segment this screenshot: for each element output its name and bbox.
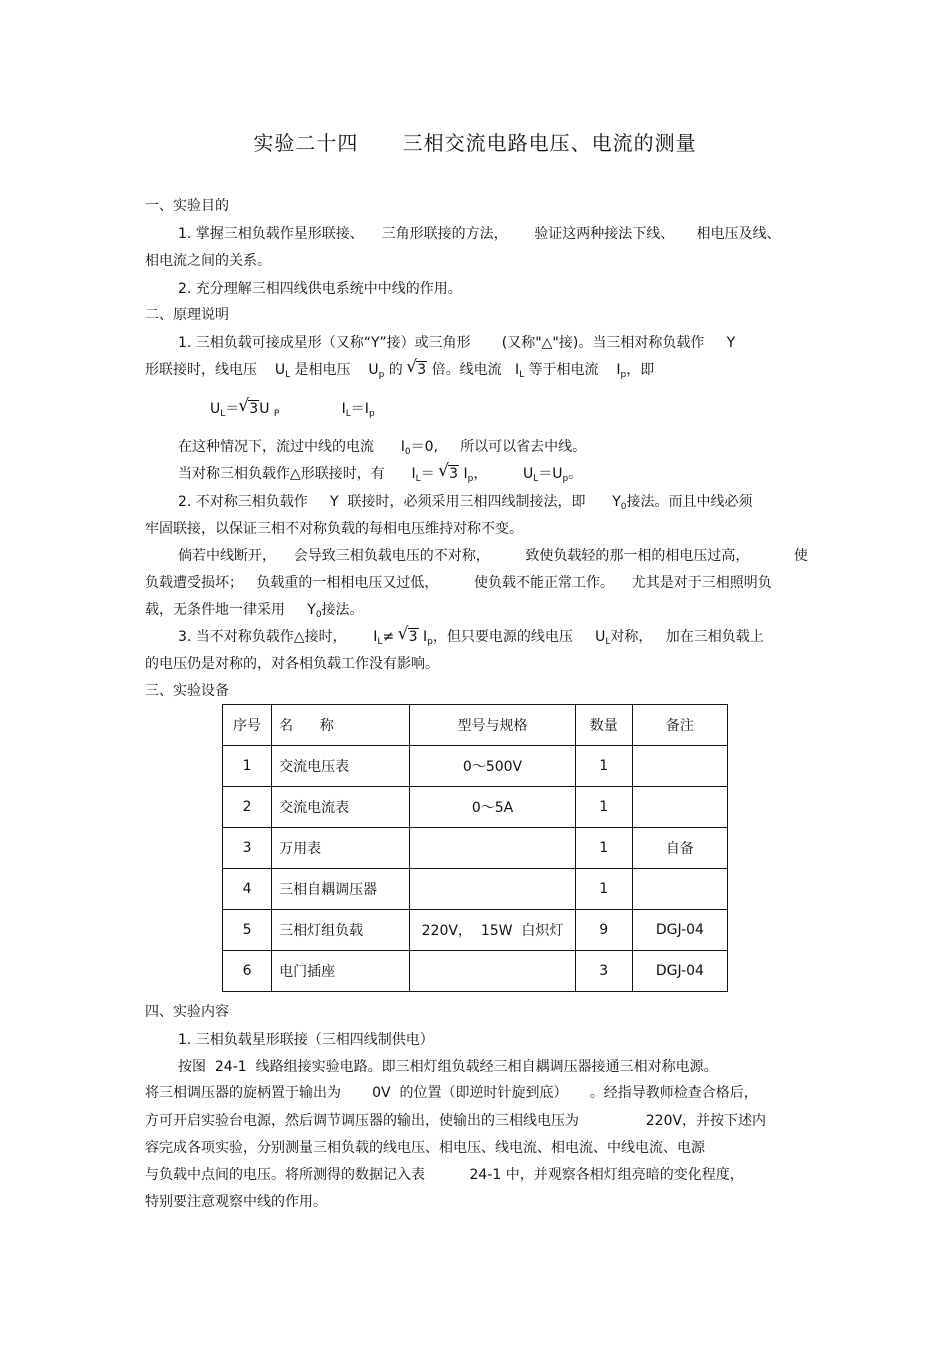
table-header-cell: 序号 [223,705,272,746]
table-cell: 万用表 [272,828,410,869]
table-cell: 3 [575,951,632,992]
sqrt-symbol: √ 3 [239,399,259,419]
table-header-cell: 型号与规格 [410,705,575,746]
content-line: 将三相调压器的旋柄置于输出为 0V 的位置（即逆时针旋到底） 。经指导教师检查合格后， [145,1085,758,1101]
purpose-item-1-line-1: 1. 掌握三相负载作星形联接、 三角形联接的方法， 验证这两种接法下线、 相电压及线、 [178,226,781,242]
principle-para-3-line-1: 倘若中线断开， 会导致三相负载电压的不对称， 致使负载轻的那一相的相电压过高， 使 [178,548,808,564]
sqrt-symbol: √ 3 [439,464,459,484]
content-line: 容完成各项实验，分别测量三相负载的线电压、相电压、线电流、相电流、中线电流、电源 [145,1140,705,1156]
table-cell [410,869,575,910]
table-cell: 5 [223,910,272,951]
sqrt-symbol: √ 3 [399,627,419,647]
table-cell: 1 [575,787,632,828]
table-row [223,869,728,910]
delta-relation-line: 当对称三相负载作△形联接时，有 $I_L=$ √ 3 $I_p$， $U_L=U_p$。 [178,464,582,484]
table-header-cell: 备注 [632,705,727,746]
content-line: 特别要注意观察中线的作用。 [145,1194,327,1210]
purpose-item-2: 2. 充分理解三相四线供电系统中中线的作用。 [178,281,462,297]
table-cell: 2 [223,787,272,828]
table-row [223,828,728,869]
table-row [223,787,728,828]
table-cell: 自备 [632,828,727,869]
section-heading-purpose: 一、实验目的 [145,198,229,214]
content-line: 按图 24-1 线路组接实验电路。即三相灯组负载经三相自耦调压器接通三相对称电源。 [178,1059,718,1075]
table-header-cell: 名 称 [272,705,410,746]
principle-item-2-line-2: 牢固联接，以保证三相不对称负载的每相电压维持对称不变。 [145,521,523,537]
table-cell: 1 [575,869,632,910]
section-heading-content: 四、实验内容 [145,1004,229,1020]
principle-item-3-line-1: 3. 当不对称负载作△接时， $I_L\ne$ √ 3 $I_p$，但只要电源的线电压 $U_L$对称， 加在三相负载上 [178,627,764,647]
formula-star: $U_L=√$ 3U $_P$ $I_L=I_p$ [210,399,375,419]
table-cell: 1 [575,746,632,787]
table-cell: 6 [223,951,272,992]
table-cell [410,951,575,992]
table-row [223,951,728,992]
principle-para-3-line-3: 载，无条件地一律采用 $Y_0$接法。 [145,602,364,620]
content-item-1-title: 1. 三相负载星形联接（三相四线制供电） [178,1032,434,1048]
table-cell: 1 [223,746,272,787]
table-cell: 1 [575,828,632,869]
table-row [223,746,728,787]
table-cell [632,746,727,787]
table-row [223,910,728,951]
principle-item-1-line-1: 1. 三相负载可接成星形（又称“Y”接）或三角形 (又称"△"接)。当三相对称负载作 Y [178,335,736,351]
table-cell: 0～500V [410,746,575,787]
table-header-cell: 数量 [575,705,632,746]
purpose-item-1-line-2: 相电流之间的关系。 [145,253,271,269]
table-cell: DGJ-04 [632,910,727,951]
neutral-current-line: 在这种情况下，流过中线的电流 $I_0=0$, 所以可以省去中线。 [178,439,587,457]
table-cell: 3 [223,828,272,869]
table-cell: 9 [575,910,632,951]
table-cell: 220V， 15W 白炽灯 [410,910,575,951]
principle-item-3-line-2: 的电压仍是对称的，对各相负载工作没有影响。 [145,656,439,672]
principle-para-3-line-2: 负载遭受损坏； 负载重的一相相电压又过低， 使负载不能正常工作。 尤其是对于三相照明负 [145,575,772,591]
page-title: 实验二十四 三相交流电路电压、电流的测量 [253,131,697,155]
table-cell: 电门插座 [272,951,410,992]
table-cell: 0～5A [410,787,575,828]
table-cell [632,787,727,828]
content-line: 与负载中点间的电压。将所测得的数据记入表 24-1 中，并观察各相灯组亮暗的变化程度， [145,1167,744,1183]
table-cell: 三相灯组负载 [272,910,410,951]
content-line: 方可开启实验台电源，然后调节调压器的输出，使输出的三相线电压为 220V，并按下述内 [145,1113,767,1129]
table-cell: 交流电压表 [272,746,410,787]
table-cell: 交流电流表 [272,787,410,828]
table-header-row [223,705,728,746]
principle-item-2-line-1: 2. 不对称三相负载作 Y 联接时，必须采用三相四线制接法，即 $Y_0$接法。而且中线必须 [178,494,753,512]
table-cell [410,828,575,869]
section-heading-principle: 二、原理说明 [145,307,229,323]
table-cell: 4 [223,869,272,910]
table-cell: 三相自耦调压器 [272,869,410,910]
table-cell: DGJ-04 [632,951,727,992]
principle-item-1-line-2: 形联接时，线电压 $U_L$ 是相电压 $U_p$ 的 √ 3 倍。线电流 $I_L$ 等于相电流 $I_p$，即 [145,360,654,380]
table-cell [632,869,727,910]
sqrt-symbol: √ 3 [407,360,427,380]
section-heading-equipment: 三、实验设备 [145,683,229,699]
equipment-table [222,704,728,992]
